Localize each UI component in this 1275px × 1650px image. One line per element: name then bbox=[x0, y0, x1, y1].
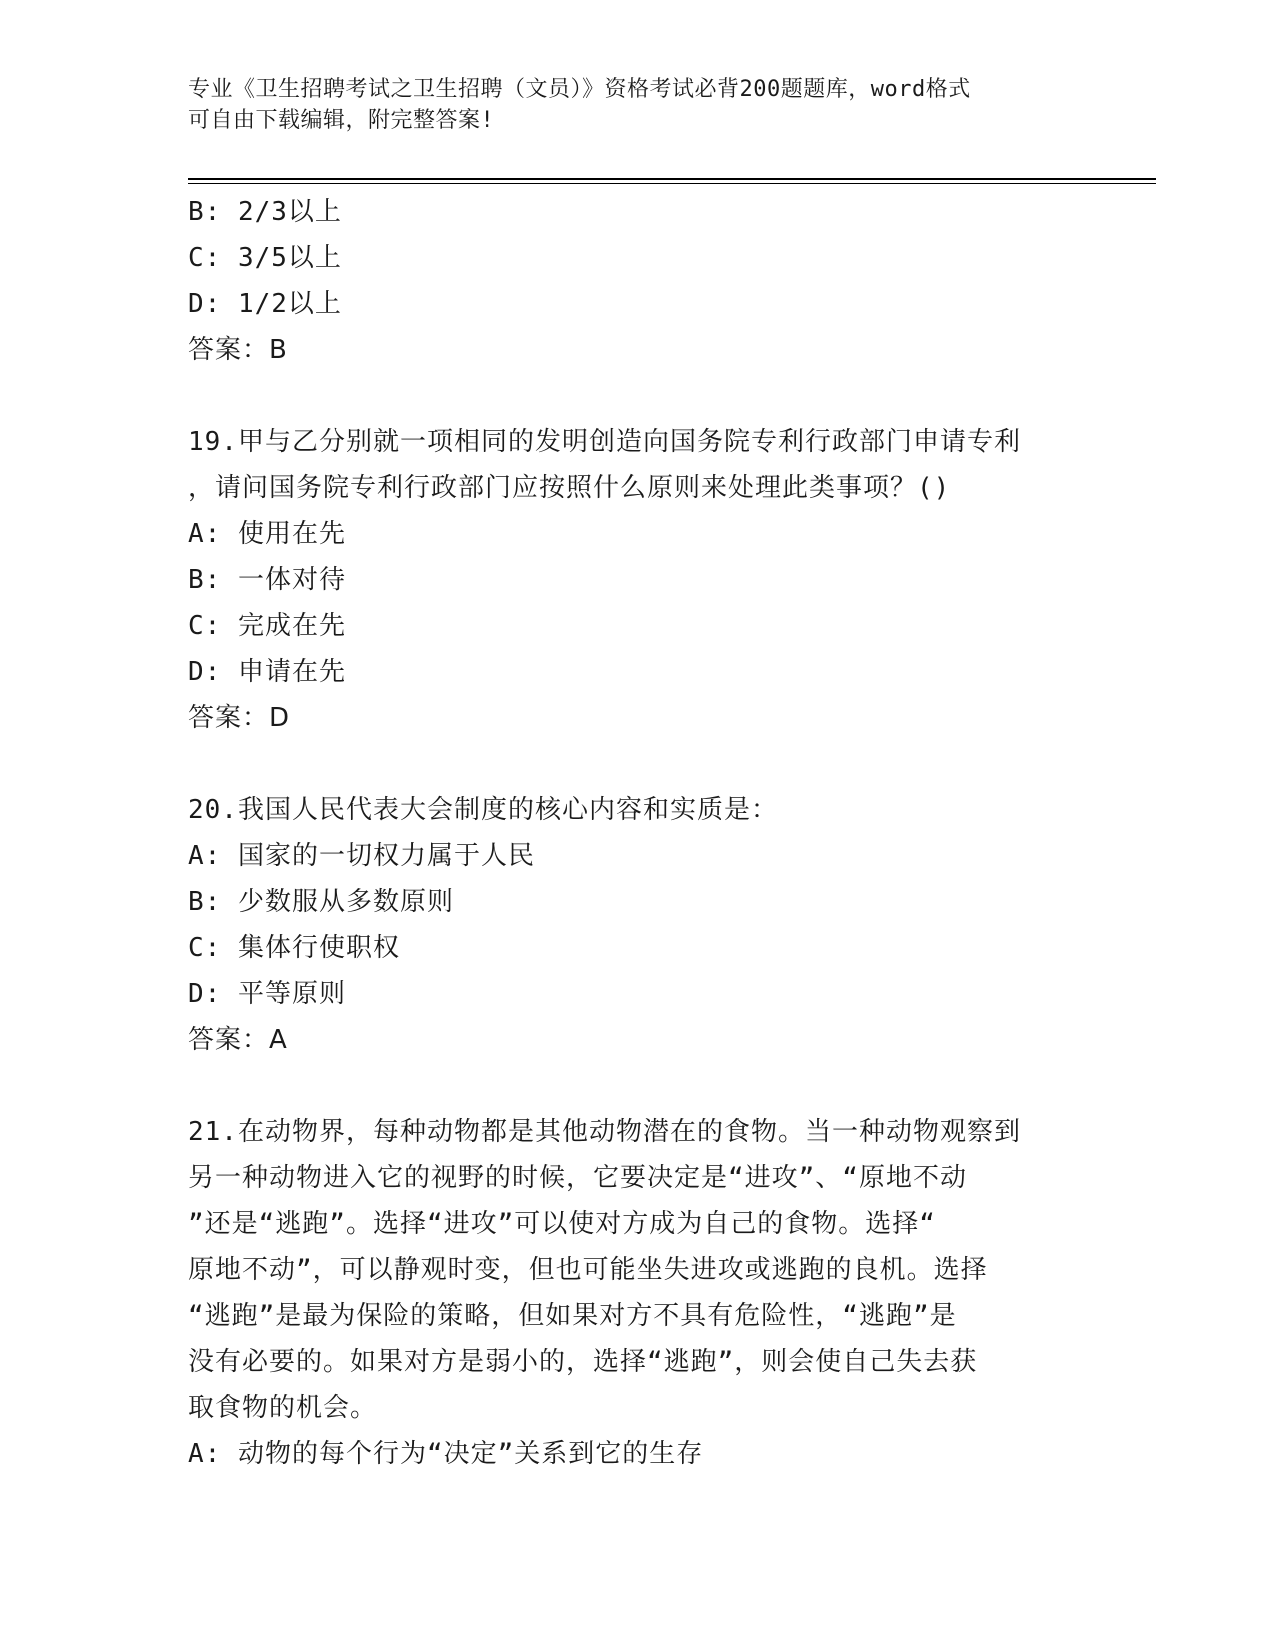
question-20 bbox=[188, 787, 1088, 1063]
stem-line: “逃跑”是最为保险的策略，但如果对方不具有危险性，“逃跑”是 bbox=[188, 1301, 957, 1331]
spacer bbox=[188, 373, 1088, 419]
option-c: C: 3/5以上 bbox=[188, 243, 342, 273]
header-divider-thin bbox=[188, 183, 1156, 184]
question-content bbox=[188, 189, 1088, 1477]
option-c: C: 完成在先 bbox=[188, 611, 346, 641]
question-18-continued bbox=[188, 189, 1088, 373]
question-stem bbox=[188, 1109, 1088, 1431]
stem-line: 20.我国人民代表大会制度的核心内容和实质是： bbox=[188, 795, 778, 825]
option-b: B: 一体对待 bbox=[188, 565, 346, 595]
option-d: D: 1/2以上 bbox=[188, 289, 342, 319]
stem-line: 19.甲与乙分别就一项相同的发明创造向国务院专利行政部门申请专利 bbox=[188, 427, 1021, 457]
option-a: A: 国家的一切权力属于人民 bbox=[188, 841, 535, 871]
answer-label: 答案：D bbox=[188, 703, 291, 733]
question-stem bbox=[188, 419, 1088, 511]
option-d: D: 申请在先 bbox=[188, 657, 346, 687]
stem-line: 21.在动物界，每种动物都是其他动物潜在的食物。当一种动物观察到 bbox=[188, 1117, 1021, 1147]
stem-line: ”还是“逃跑”。选择“进攻”可以使对方成为自己的食物。选择“ bbox=[188, 1209, 936, 1239]
header-line-1: 专业《卫生招聘考试之卫生招聘（文员）》资格考试必背200题题库，word格式 bbox=[188, 77, 971, 102]
header-line-2: 可自由下载编辑，附完整答案! bbox=[188, 108, 495, 133]
stem-line: 取食物的机会。 bbox=[188, 1393, 378, 1423]
option-a: A: 动物的每个行为“决定”关系到它的生存 bbox=[188, 1439, 704, 1469]
spacer bbox=[188, 1063, 1088, 1109]
stem-line: 原地不动”，可以静观时变，但也可能坐失进攻或逃跑的良机。选择 bbox=[188, 1255, 988, 1285]
header-divider-thick bbox=[188, 178, 1156, 180]
answer-label: 答案：B bbox=[188, 335, 288, 365]
spacer bbox=[188, 741, 1088, 787]
document-header bbox=[188, 74, 1088, 136]
option-d: D: 平等原则 bbox=[188, 979, 346, 1009]
question-19 bbox=[188, 419, 1088, 741]
answer-label: 答案：A bbox=[188, 1025, 288, 1055]
question-21 bbox=[188, 1109, 1088, 1477]
option-c: C: 集体行使职权 bbox=[188, 933, 400, 963]
question-stem bbox=[188, 787, 1088, 833]
option-b: B: 少数服从多数原则 bbox=[188, 887, 454, 917]
stem-line: 另一种动物进入它的视野的时候，它要决定是“进攻”、“原地不动 bbox=[188, 1163, 967, 1193]
option-a: A: 使用在先 bbox=[188, 519, 346, 549]
stem-line: ，请问国务院专利行政部门应按照什么原则来处理此类事项？() bbox=[188, 473, 951, 503]
option-b: B: 2/3以上 bbox=[188, 197, 342, 227]
stem-line: 没有必要的。如果对方是弱小的，选择“逃跑”，则会使自己失去获 bbox=[188, 1347, 978, 1377]
